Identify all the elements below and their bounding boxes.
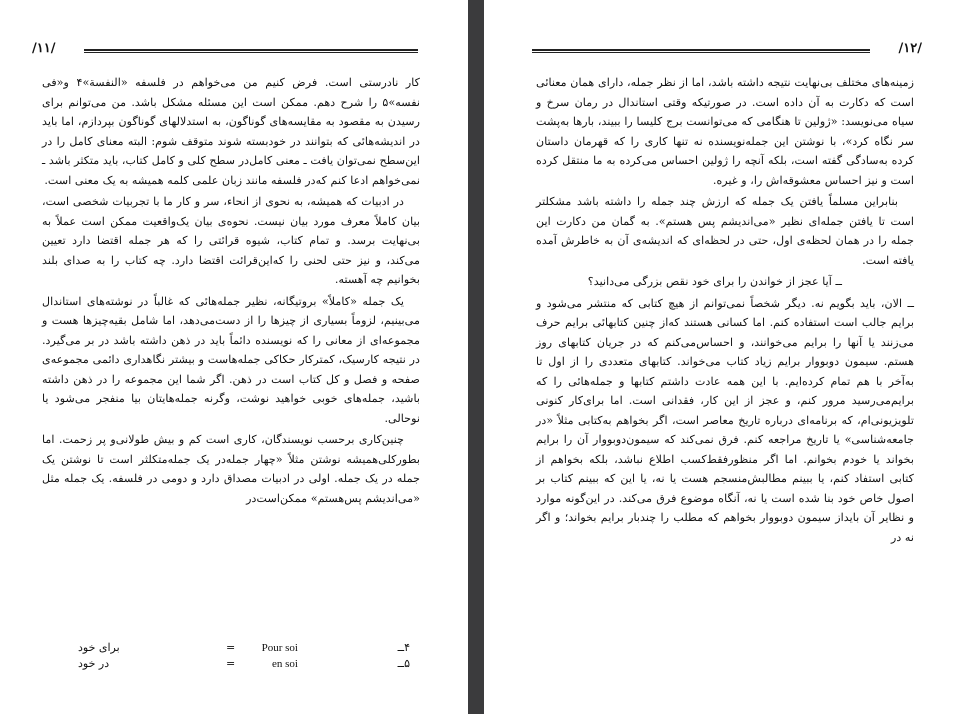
footnote-4 [42, 640, 420, 656]
footnote-latin-term: en soi [272, 658, 298, 670]
footnote-latin-term: Pour soi [261, 642, 298, 654]
left-page-header [32, 40, 418, 60]
footnote-equals: = [226, 641, 236, 654]
left-page-number: /۱۱/ [32, 41, 56, 56]
right-paragraph-1: زمینه‌های مختلف بی‌نهایت نتیجه داشته باشد، اما از نظر جمله، دارای همان معنائی است که دکارت به آن داده است. در صورتیکه وقتی استاندال در رمان سرخ و سیاه می‌نویسد: «ژولین تا هنگامی که می‌توانست برج کلیسا را ببیند، بارها به‌پشت سر نگاه کرد»، با نوشتن این جمله‌نویسنده نه تنها کاری را که قهرمان داستان کرده به‌سادگی گفته است، بلکه آنچه را ژولین احساس می‌کرده به ما منتقل کرده است و نیز احساس معشوقه‌اش را، و غیره. [536, 76, 914, 187]
left-paragraph-2: در ادبیات که همیشه، به نحوی از انحاء، سر و کار ما با تجربیات شخصی است، بیان کاملاً معرف مورد بیان نیست. نحوه‌ی بیان یک‌واقعیت ممکن است عملاً به بی‌نهایت برسد. و تمام کتاب، شیوه قرائتی را که هر جمله اقتضا دارد تعیین می‌کند، و نیز حتی لحنی را که‌این‌قرائت اقتضا دارد. چه کتاب را به صدای بلند بخوانیم چه آهسته. [42, 195, 420, 286]
footnote-5 [42, 656, 420, 672]
left-header-rule [84, 49, 418, 53]
right-header-rule [532, 49, 870, 53]
book-spine-gutter [468, 0, 484, 714]
right-page [484, 0, 953, 714]
footnote-number: ۵ــ [397, 657, 410, 670]
right-page-text [536, 73, 914, 547]
left-paragraph-1: کار نادرستی است. فرض کنیم من می‌خواهم در فلسفه «النفسة»۴ و«فی نفسه»۵ را شرح دهم. ممکن است این مسئله مشکل باشد. من می‌توانم برای رسیدن به مقصود به مقایسه‌های گوناگون، به استدلالهای گوناگون بپردازم، اما باید در اندیشه‌هائی که بتوانند در خودبسته شوند متوقف شوم: البته معنای کامل را در این‌سطح نمی‌توان یافت ـ معنی کامل‌در سطح کلی و کامل کتاب، باید متکثر باشد ـ نمی‌خواهم ادعا کنم که‌در فلسفه مانند زبان علمی کلمه همیشه به یک معنی است. [42, 76, 420, 187]
left-page [0, 0, 468, 714]
right-paragraph-answer: ــ الان، باید بگویم نه. دیگر شخصاً نمی‌توانم از هیچ کتابی که منتشر می‌شود و برایم جالب است استفاده کنم. اما کسانی هستند که‌از چنین کتابهائی برایم حرف می‌زنند یا آنها را برایم می‌خوانند، و احساس‌می‌کنم که در جریان کتابهای روز هستم. سیمون دوبووار برایم زیاد کتاب می‌خواند. کتابهای متعددی را از اول تا به‌آخر با هم تمام کرده‌ایم. با این همه عادت داشتم کتابها و جمله‌هائی را که برایم‌می‌رسید مرور کنم، و عجز از این کار، فقدانی است. اما برای‌کار کنونی تلویزیونی‌ام، که برنامه‌ای درباره تاریخ معاصر است، اگر بخواهم به‌کتابی مثلاً «در جامعه‌شناسی» یا تاریخ مراجعه کنم. فرق نمی‌کند که سیمون‌دوبووار آن را برایم بخواند یا خودم بخوانم. اما اگر منظور‌فقط‌کسب اطلاع نباشد، بلکه بخواهم از کتابی استفاد کنم، یا ببینم مطالبش‌منسجم هست یا نه، یا این که ببینم کتاب بر اصول خاص خود بنا شده است یا نه، آنگاه موضوع فرق می‌کند. در این‌گونه موارد و نظایر آن بایداز سیمون دوبووار بخواهم که مطلب را چندبار برایم بخواند؛ و اگر نه در [536, 296, 914, 544]
right-paragraph-question: ــ آیا عجز از خواندن را برای خود نقص بزرگی می‌دانید؟ [587, 275, 842, 288]
left-paragraph-3: یک جمله «کاملاً» بروتیگانه، نظیر جمله‌هائی که غالباً در نوشته‌های استاندال می‌بینیم، لزوماً بسیاری از چیزها را از دست‌می‌دهد، اما شامل بقیه‌چیزها هست و مجموعه‌ای از معانی را که نویسنده دائماً باید در ذهن داشته باشد در بر می‌گیرد. در نتیجه کارسیک، کمتر‌کار حکاکی جمله‌هاست و بیشتر نگاهداری دائمی مجموعه‌ی صفحه و فصل و کل کتاب است در ذهن. اگر شما این مجموعه را در ذهن داشته باشید، جمله‌های خوبی خواهید نوشت، وگرنه جمله‌هایتان بیا منفجر می‌شود یا نوحالی. [42, 294, 420, 425]
footnotes [42, 640, 420, 672]
footnote-equals: = [226, 657, 236, 670]
right-page-number: /۱۲/ [898, 41, 922, 56]
footnote-gloss: در خود [78, 657, 110, 670]
right-page-header [532, 40, 922, 60]
left-paragraph-4: چنین‌کاری برحسب نویسندگان، کاری است کم و بیش طولانی‌و پر زحمت. اما بطورکلی‌همیشه نوشتن مثلاً «چهار جمله‌در یک جمله‌متکلثر است تا نوشتن یک جمله در یک جمله. اولی در ادبیات مصداق دارد و دومی در فلسفه. یک جمله مثل «می‌اندیشم پس‌هستم» ممکن‌است‌در [42, 433, 420, 505]
right-paragraph-2: بنابراین مسلماً یافتن یک جمله که ارزش چند جمله را داشته باشد مشکلتر است تا یافتن جمله‌ای نظیر «می‌اندیشم پس هستم». به گمان من دکارت این جمله را در همان لحظه‌ی اول، حتی در لحظه‌ای که اندیشه‌ی آن به خاطرش آمده یافته است. [536, 195, 914, 267]
footnote-number: ۴ــ [397, 641, 410, 654]
left-page-text [42, 73, 420, 508]
footnote-gloss: برای خود [78, 641, 120, 654]
